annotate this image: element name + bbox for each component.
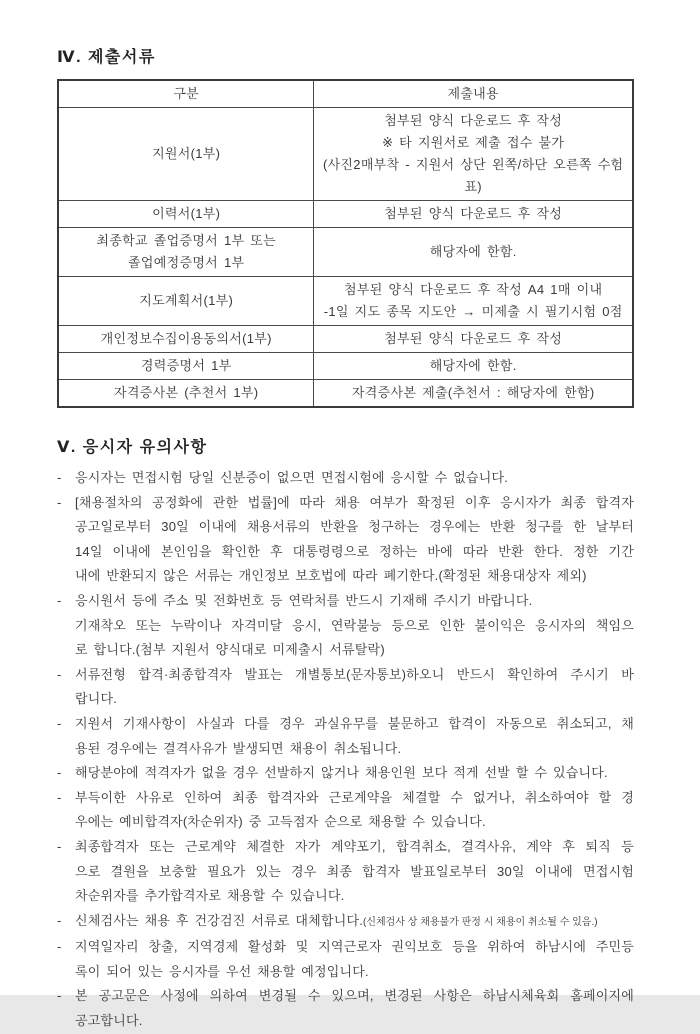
column-header-content: 제출내용 xyxy=(314,80,633,108)
note-item xyxy=(57,909,634,936)
note-text: [채용절차의 공정화에 관한 법률]에 따라 채용 여부가 확정된 이후 응시자가 최종 합격자 공고일로부터 30일 이내에 채용서류의 반환을 청구하는 경우에는 반환 청구를 한 날부터 14일 이내에 본인임을 확인한 후 대통령령으로 정하는 바에 따라 반환 한다. 정한 기간 내에 반환되지 않은 서류는 개인정보 보호법에 따라 폐기한다.(확정된 채용대상자 제외) xyxy=(75,494,634,584)
table-row xyxy=(58,353,633,380)
table-row xyxy=(58,277,633,326)
category-cell: 이력서(1부) xyxy=(58,201,314,228)
content-cell: 해당자에 한함. xyxy=(314,228,633,277)
note-item xyxy=(57,984,634,1033)
category-cell: 지원서(1부) xyxy=(58,108,314,201)
table-row xyxy=(58,380,633,408)
note-item xyxy=(57,466,634,491)
content-cell: 첨부된 양식 다운로드 후 작성 xyxy=(314,201,633,228)
note-item xyxy=(57,663,634,712)
bullet-dash: - xyxy=(57,789,62,805)
note-item xyxy=(57,712,634,761)
note-text: 본 공고문은 사정에 의하여 변경될 수 있으며, 변경된 사항은 하남시체육회 홈페이지에 공고합니다. xyxy=(75,988,634,1029)
bullet-dash: - xyxy=(57,592,62,608)
category-cell: 자격증사본 (추천서 1부) xyxy=(58,380,314,408)
note-text-parenthetical: (신체검사 상 채용불가 판정 시 채용이 취소될 수 있음.) xyxy=(363,916,598,928)
note-item xyxy=(57,835,634,909)
category-cell: 최종학교 졸업증명서 1부 또는 졸업예정증명서 1부 xyxy=(58,228,314,277)
note-text: 응시자는 면접시험 당일 신분증이 없으면 면접시험에 응시할 수 없습니다. xyxy=(75,470,509,485)
bullet-dash: - xyxy=(57,912,62,928)
table-row xyxy=(58,201,633,228)
note-text: 응시원서 등에 주소 및 전화번호 등 연락처를 반드시 기재해 주시기 바랍니다. 기재착오 또는 누락이나 자격미달 응시, 연락불능 등으로 인한 불이익은 응시자의 책임으 로 합니다.(첨부 지원서 양식대로 미제출시 서류탈락) xyxy=(75,592,634,658)
table-row xyxy=(58,108,633,201)
note-item xyxy=(57,761,634,786)
category-cell: 경력증명서 1부 xyxy=(58,353,314,380)
note-item xyxy=(57,589,634,663)
bullet-dash: - xyxy=(57,715,62,731)
note-item xyxy=(57,491,634,589)
submission-documents-table xyxy=(57,79,634,408)
content-cell: 첨부된 양식 다운로드 후 작성 ※ 타 지원서로 제출 접수 불가 (사진2매부착 - 지원서 상단 왼쪽/하단 오른쪽 수험표) xyxy=(314,108,633,201)
bullet-dash: - xyxy=(57,494,62,510)
note-item xyxy=(57,935,634,984)
note-text: 서류전형 합격·최종합격자 발표는 개별통보(문자통보)하오니 반드시 확인하여 주시기 바 랍니다. xyxy=(75,666,634,707)
note-item xyxy=(57,786,634,835)
note-text xyxy=(75,909,634,936)
section-title-submission-documents: Ⅳ. 제출서류 xyxy=(57,49,156,66)
table-header-row xyxy=(58,80,633,108)
category-cell: 지도계획서(1부) xyxy=(58,277,314,326)
bullet-dash: - xyxy=(57,838,62,854)
section-title-applicant-notes: Ⅴ. 응시자 유의사항 xyxy=(57,439,208,456)
note-text-main: 신체검사는 채용 후 건강검진 서류로 대체합니다. xyxy=(75,912,364,928)
category-cell: 개인정보수집이용동의서(1부) xyxy=(58,326,314,353)
bullet-dash: - xyxy=(57,939,62,955)
applicant-notes-list xyxy=(57,466,634,1034)
content-cell: 첨부된 양식 다운로드 후 작성 xyxy=(314,326,633,353)
bullet-dash: - xyxy=(57,666,62,682)
content-cell: 해당자에 한함. xyxy=(314,353,633,380)
bullet-dash: - xyxy=(57,988,62,1004)
content-cell: 자격증사본 제출(추천서 : 해당자에 한함) xyxy=(314,380,633,408)
bullet-dash: - xyxy=(57,765,62,781)
table-row xyxy=(58,228,633,277)
note-text: 부득이한 사유로 인하여 최종 합격자와 근로계약을 체결할 수 없거나, 취소하여야 할 경 우에는 예비합격자(차순위자) 중 고득점자 순으로 채용할 수 있습니다. xyxy=(75,789,634,830)
note-text: 최종합격자 또는 근로계약 체결한 자가 계약포기, 합격취소, 결격사유, 계약 후 퇴직 등 으로 결원을 보충할 필요가 있는 경우 최종 합격자 발표일로부터 30일 이내에 면접시험 차순위자를 추가합격자로 채용할 수 있습니다. xyxy=(75,838,634,904)
note-text: 지원서 기재사항이 사실과 다를 경우 과실유무를 불문하고 합격이 자동으로 취소되고, 채 용된 경우에는 결격사유가 발생되면 채용이 취소됩니다. xyxy=(75,715,634,756)
content-cell: 첨부된 양식 다운로드 후 작성 A4 1매 이내 -1일 지도 종목 지도안 → 미제출 시 필기시험 0점 xyxy=(314,277,633,326)
note-text: 해당분야에 적격자가 없을 경우 선발하지 않거나 채용인원 보다 적게 선발 할 수 있습니다. xyxy=(75,765,608,781)
note-text: 지역일자리 창출, 지역경제 활성화 및 지역근로자 권익보호 등을 위하여 하남시에 주민등 록이 되어 있는 응시자를 우선 채용할 예정입니다. xyxy=(75,939,634,979)
table-row xyxy=(58,326,633,353)
bullet-dash: - xyxy=(57,470,62,485)
column-header-category: 구분 xyxy=(58,80,314,108)
